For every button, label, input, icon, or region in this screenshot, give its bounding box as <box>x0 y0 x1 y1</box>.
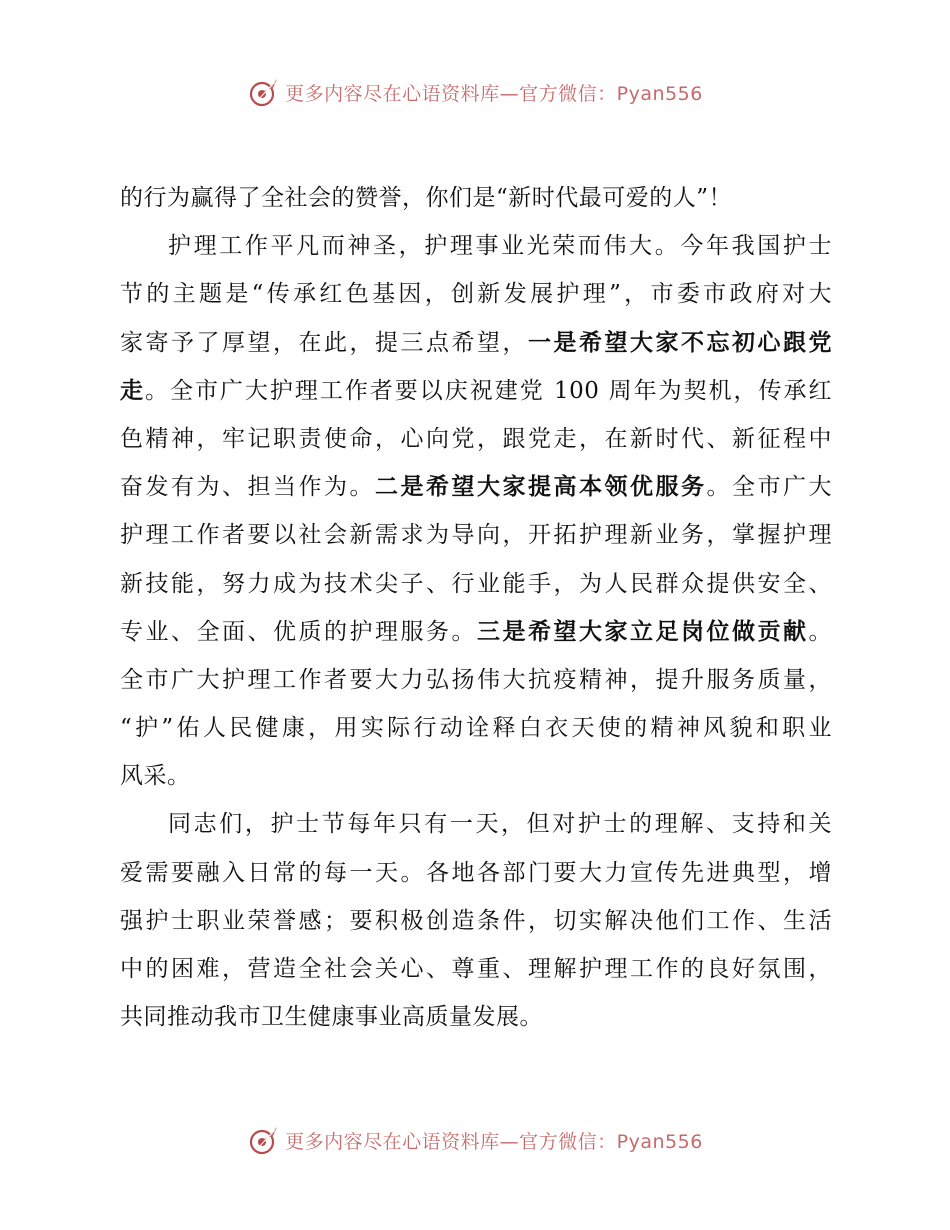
text-run: 。全市广大 <box>706 474 832 501</box>
bold-text-run: 三是希望大家立足岗位做贡献 <box>477 617 809 645</box>
text-line <box>120 463 832 511</box>
text-run: 的行为赢得了全社会的赞誉，你们是“新时代最可爱的人”！ <box>120 185 733 211</box>
text-line <box>120 656 832 704</box>
footer-watermark <box>0 1122 950 1158</box>
text-line <box>120 608 832 656</box>
text-line <box>120 174 832 222</box>
bold-text-run: 二是希望大家提高本领优服务 <box>375 473 707 501</box>
document-body <box>120 174 832 1041</box>
quill-logo-icon <box>247 75 281 109</box>
text-run: 共同推动我市卫生健康事业高质量发展。 <box>120 1004 543 1031</box>
quill-logo-icon <box>247 1123 281 1157</box>
text-line <box>120 752 832 800</box>
text-line <box>120 511 832 559</box>
text-line <box>120 319 832 367</box>
text-run: 强护士职业荣誉感；要积极创造条件，切实解决他们工作、生活 <box>120 907 832 934</box>
paragraph <box>120 800 832 1041</box>
text-run: 中的困难，营造全社会关心、尊重、理解护理工作的良好氛围， <box>120 956 832 982</box>
text-line <box>120 270 832 318</box>
text-line <box>120 945 832 993</box>
header-banner-text: 更多内容尽在心语资料库—官方微信：Pyan556 <box>285 82 703 105</box>
text-line <box>120 415 832 463</box>
text-run: 家寄予了厚望，在此，提三点希望， <box>120 329 528 356</box>
text-line <box>120 367 832 415</box>
text-run: 色精神，牢记职责使命，心向党，跟党走，在新时代、新征程中 <box>120 425 832 452</box>
bold-text-run: 走 <box>120 376 145 404</box>
paragraph <box>120 174 832 222</box>
text-run: 全市广大护理工作者要大力弘扬伟大抗疫精神，提升服务质量， <box>120 666 832 693</box>
text-line <box>120 704 832 752</box>
text-run: “护”佑人民健康，用实际行动诠释白衣天使的精神风貌和职业 <box>120 715 832 742</box>
text-line <box>120 897 832 945</box>
text-run: 奋发有为、担当作为。 <box>120 474 375 501</box>
text-run: 护理工作平凡而神圣，护理事业光荣而伟大。今年我国护士 <box>168 233 832 260</box>
text-line <box>120 849 832 897</box>
text-line <box>120 222 832 270</box>
header-watermark <box>0 74 950 110</box>
text-run: 节的主题是“传承红色基因，创新发展护理”，市委市政府对大 <box>120 281 832 308</box>
text-run: 。全市广大护理工作者要以庆祝建党 100 周年为契机，传承红 <box>144 377 832 404</box>
text-line <box>120 800 832 848</box>
paragraph <box>120 222 832 800</box>
text-line <box>120 993 832 1041</box>
text-run: 。 <box>808 618 832 645</box>
text-run: 护理工作者要以社会新需求为导向，开拓护理新业务，掌握护理 <box>120 522 832 549</box>
text-run: 风采。 <box>120 763 191 790</box>
text-run: 新技能，努力成为技术尖子、行业能手，为人民群众提供安全、 <box>120 570 832 597</box>
text-run: 同志们，护士节每年只有一天，但对护士的理解、支持和关 <box>168 811 832 838</box>
text-line <box>120 560 832 608</box>
text-run: 爱需要融入日常的每一天。各地各部门要大力宣传先进典型，增 <box>120 859 832 886</box>
text-run: 专业、全面、优质的护理服务。 <box>120 618 477 645</box>
bold-text-run: 一是希望大家不忘初心跟党 <box>528 328 832 356</box>
footer-banner-text: 更多内容尽在心语资料库—官方微信：Pyan556 <box>285 1130 703 1153</box>
